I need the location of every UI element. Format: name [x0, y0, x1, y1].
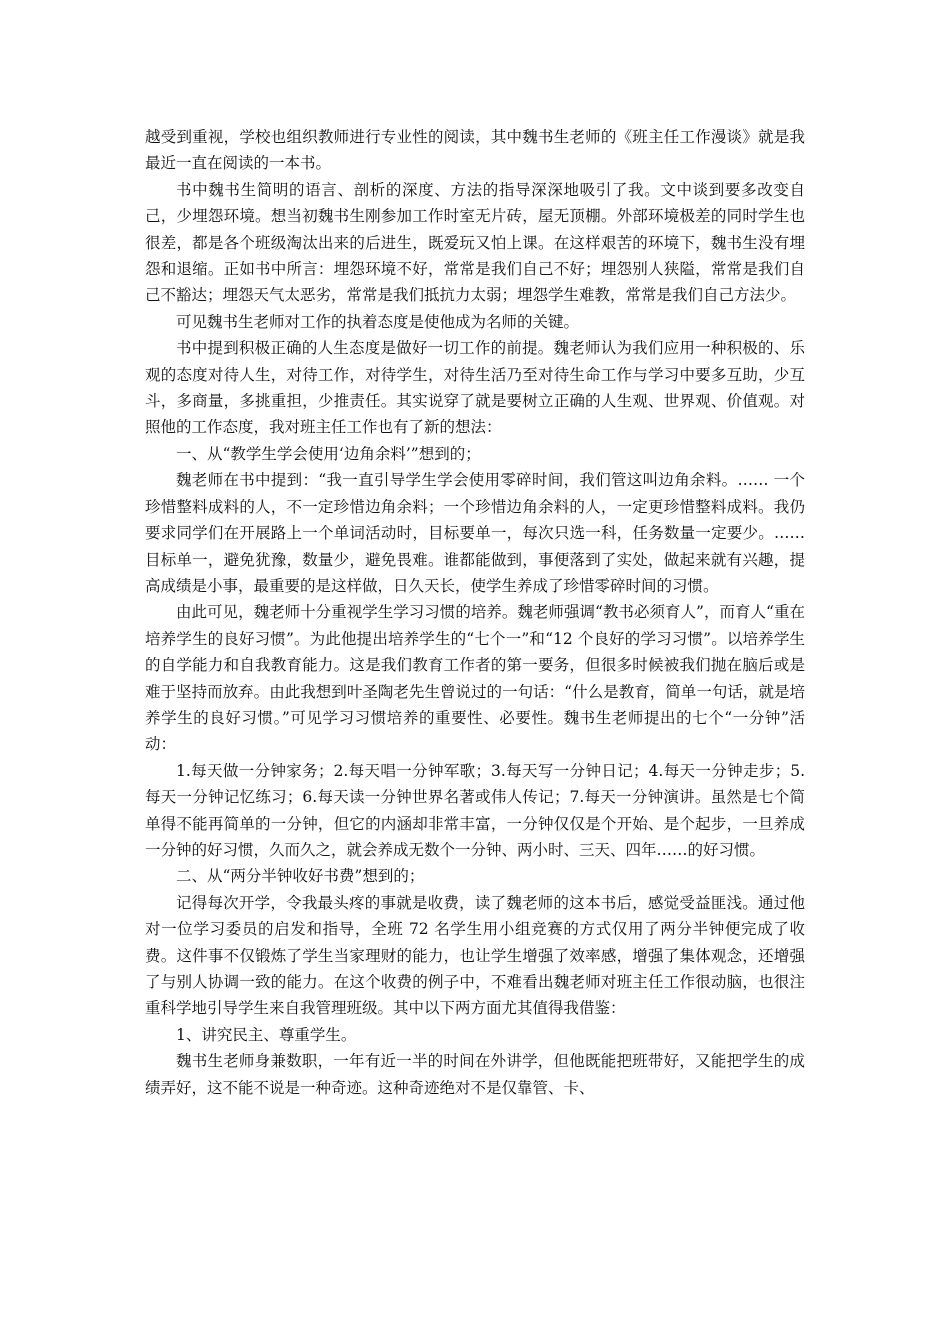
section-heading-one: 一、从“教学生学会使用‘边角余料’”想到的； — [176, 444, 481, 463]
paragraph-miracle: 魏书生老师身兼数职，一年有近一半的时间在外讲学，但他既能把班带好，又能把学生的成绩弄好，这不能不说是一种奇迹。这种奇迹绝对不是仅靠管、卡、 — [145, 1052, 805, 1097]
paragraph-study-habits: 由此可见，魏老师十分重视学生学习习惯的培养。魏老师强调“教书必须育人”，而育人“重在培养学生的良好习惯”。为此他提出培养学生的“七个一”和“12 个良好的学习习惯”。以培养学生的自学能力和自我教育能力。这是我们教育工作者的第一要务，但很多时候被我们抛在脑后或是难于坚持而放弃。由此我想到叶圣陶老先生曾说过的一句话：“什么是教育，简单一句话，就是培养学生的良好习惯。”可见学习习惯培养的重要性、必要性。魏书生老师提出的七个“一分钟”活动： — [145, 603, 805, 754]
paragraph-continued-intro: 越受到重视，学校也组织教师进行专业性的阅读，其中魏书生老师的《班主任工作漫谈》就是我最近一直在阅读的一本书。 — [145, 128, 805, 173]
paragraph-fee-collection: 记得每次开学，令我最头疼的事就是收费，读了魏老师的这本书后，感觉受益匪浅。通过他对一位学习委员的启发和指导，全班 72 名学生用小组竞赛的方式仅用了两分半钟便完成了收费。这件事不仅锻炼了学生当家理财的能力，也让学生增强了效率感，增强了集体观念，还增强了与别人协调一致的能力。在这个收费的例子中，不难看出魏老师对班主任工作很动脑，也很注重科学地引导学生来自我管理班级。其中以下两方面尤其值得我借鉴： — [145, 893, 805, 1018]
paragraph-key-attitude: 可见魏书生老师对工作的执着态度是使他成为名师的关键。 — [176, 312, 580, 331]
document-body — [145, 124, 805, 1101]
paragraph-life-attitude: 书中提到积极正确的人生态度是做好一切工作的前提。魏老师认为我们应用一种积极的、乐观的态度对待人生，对待工作，对待学生，对待生活乃至对待生命工作与学习中要多互助，少互斗，多商量，多挑重担，少推责任。其实说穿了就是要树立正确的人生观、世界观、价值观。对照他的工作态度，我对班主任工作也有了新的想法： — [145, 339, 805, 437]
section-heading-two: 二、从“两分半钟收好书费”想到的； — [176, 867, 425, 886]
subheading-democracy: 1、讲究民主、尊重学生。 — [176, 1025, 357, 1044]
paragraph-one-minute-list: 1.每天做一分钟家务；2.每天唱一分钟军歌；3.每天写一分钟日记；4.每天一分钟走步；5.每天一分钟记忆练习；6.每天读一分钟世界名著或伟人传记；7.每天一分钟演讲。虽然是七个简单得不能再简单的一分钟，但它的内涵却非常丰富，一分钟仅仅是个开始、是个起步，一旦养成一分钟的好习惯，久而久之，就会养成无数个一分钟、两小时、三天、四年……的好习惯。 — [145, 761, 805, 859]
paragraph-spare-time: 魏老师在书中提到：“我一直引导学生学会使用零碎时间，我们管这叫边角余料。…… 一个珍惜整料成料的人，不一定珍惜边角余料；一个珍惜边角余料的人，一定更珍惜整料成料。我仍要求同学们在开展路上一个单词活动时，目标要单一，每次只选一科，任务数量一定要少。……目标单一，避免犹豫，数量少，避免畏难。谁都能做到，事便落到了实处，做起来就有兴趣，提高成绩是小事，最重要的是这样做，日久天长，使学生养成了珍惜零碎时间的习惯。 — [145, 471, 805, 595]
paragraph-environment: 书中魏书生简明的语言、剖析的深度、方法的指导深深地吸引了我。文中谈到要多改变自己，少埋怨环境。想当初魏书生刚参加工作时室无片砖，屋无顶棚。外部环境极差的同时学生也很差，都是各个班级淘汰出来的后进生，既爱玩又怕上课。在这样艰苦的环境下，魏书生没有埋怨和退缩。正如书中所言：埋怨环境不好，常常是我们自己不好；埋怨别人狭隘，常常是我们自己不豁达；埋怨天气太恶劣，常常是我们抵抗力太弱；埋怨学生难教，常常是我们自己方法少。 — [145, 180, 805, 305]
